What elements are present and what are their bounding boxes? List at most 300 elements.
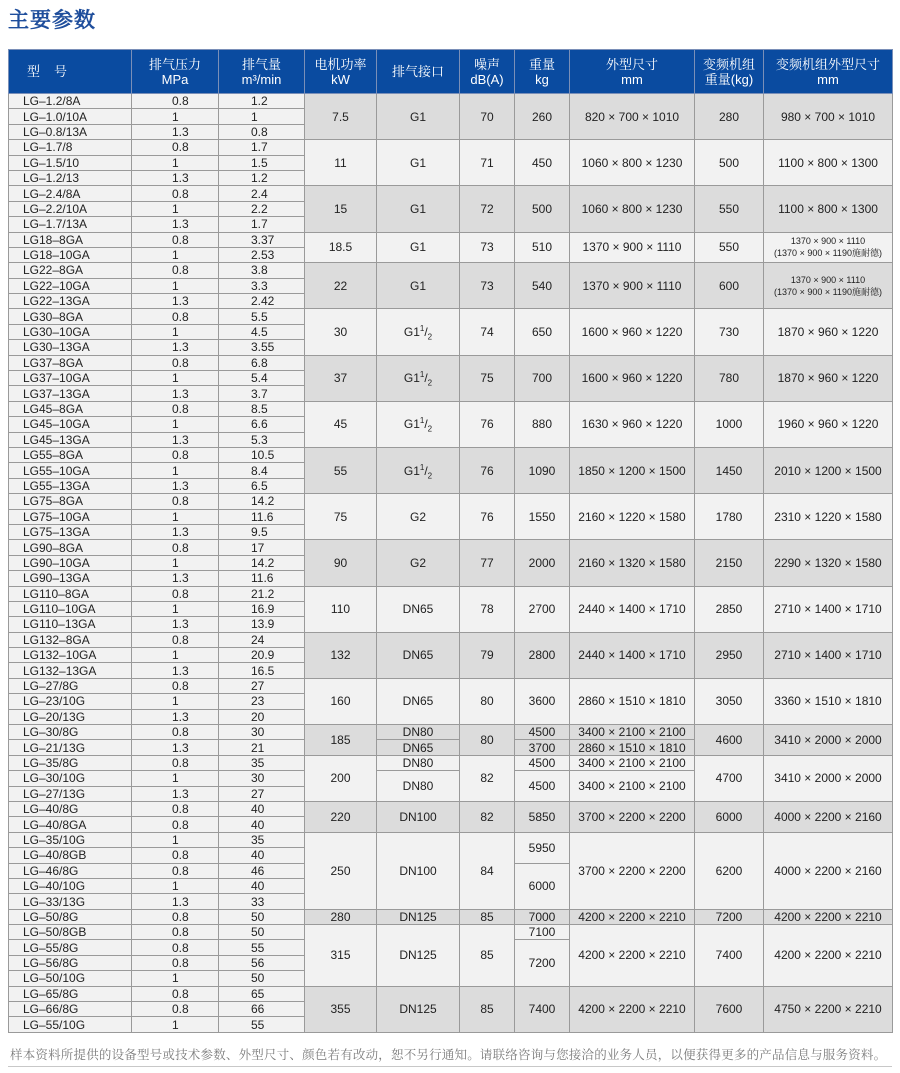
outlet-cell: DN65 bbox=[377, 632, 460, 678]
weight-cell: 7400 bbox=[515, 986, 570, 1032]
vfd-weight-cell: 4700 bbox=[695, 755, 764, 801]
dims-cell: 3400 × 2100 × 2100 bbox=[570, 755, 695, 770]
flow-cell: 1.5 bbox=[219, 155, 305, 170]
pressure-cell: 0.8 bbox=[132, 632, 219, 647]
model-cell: LG–21/13G bbox=[9, 740, 132, 755]
flow-cell: 50 bbox=[219, 971, 305, 986]
outlet-cell: G1 bbox=[377, 263, 460, 309]
power-cell: 15 bbox=[305, 186, 377, 232]
outlet-cell: DN80 bbox=[377, 725, 460, 740]
flow-cell: 2.2 bbox=[219, 201, 305, 216]
flow-cell: 0.8 bbox=[219, 124, 305, 139]
vfd-weight-cell: 730 bbox=[695, 309, 764, 355]
dims-cell: 4200 × 2200 × 2210 bbox=[570, 909, 695, 924]
power-cell: 7.5 bbox=[305, 94, 377, 140]
flow-cell: 5.4 bbox=[219, 371, 305, 386]
model-cell: LG–33/13G bbox=[9, 894, 132, 909]
flow-cell: 9.5 bbox=[219, 524, 305, 539]
model-cell: LG22–10GA bbox=[9, 278, 132, 293]
table-row bbox=[9, 232, 893, 247]
model-cell: LG–27/8G bbox=[9, 678, 132, 693]
model-cell: LG37–10GA bbox=[9, 371, 132, 386]
table-row bbox=[9, 263, 893, 278]
vfd-weight-cell: 1450 bbox=[695, 447, 764, 493]
dims-cell: 1600 × 960 × 1220 bbox=[570, 355, 695, 401]
weight-cell: 260 bbox=[515, 94, 570, 140]
flow-cell: 8.5 bbox=[219, 401, 305, 416]
model-cell: LG55–10GA bbox=[9, 463, 132, 478]
model-cell: LG90–13GA bbox=[9, 571, 132, 586]
model-cell: LG18–10GA bbox=[9, 247, 132, 262]
outlet-cell: G1 bbox=[377, 94, 460, 140]
pressure-cell: 0.8 bbox=[132, 801, 219, 816]
pressure-cell: 1.3 bbox=[132, 386, 219, 401]
table-row bbox=[9, 447, 893, 462]
spec-table-body bbox=[9, 94, 893, 1033]
flow-cell: 56 bbox=[219, 955, 305, 970]
power-cell: 22 bbox=[305, 263, 377, 309]
pressure-cell: 0.8 bbox=[132, 678, 219, 693]
model-cell: LG–1.5/10 bbox=[9, 155, 132, 170]
vfd-weight-cell: 4600 bbox=[695, 725, 764, 756]
dims-cell: 1630 × 960 × 1220 bbox=[570, 401, 695, 447]
pressure-cell: 1.3 bbox=[132, 663, 219, 678]
model-cell: LG18–8GA bbox=[9, 232, 132, 247]
vfd-dims-cell: 2010 × 1200 × 1500 bbox=[764, 447, 893, 493]
pressure-cell: 1.3 bbox=[132, 571, 219, 586]
flow-cell: 27 bbox=[219, 786, 305, 801]
vfd-dims-cell: 4000 × 2200 × 2160 bbox=[764, 832, 893, 909]
weight-cell: 7000 bbox=[515, 909, 570, 924]
noise-cell: 70 bbox=[460, 94, 515, 140]
pressure-cell: 0.8 bbox=[132, 863, 219, 878]
model-cell: LG–20/13G bbox=[9, 709, 132, 724]
flow-cell: 35 bbox=[219, 832, 305, 847]
model-cell: LG–55/8G bbox=[9, 940, 132, 955]
pressure-cell: 1.3 bbox=[132, 709, 219, 724]
vfd-dims-cell bbox=[764, 232, 893, 263]
noise-cell: 73 bbox=[460, 263, 515, 309]
table-row bbox=[9, 909, 893, 924]
flow-cell: 1.2 bbox=[219, 94, 305, 109]
noise-cell: 76 bbox=[460, 494, 515, 540]
noise-cell: 85 bbox=[460, 909, 515, 924]
model-cell: LG–46/8G bbox=[9, 863, 132, 878]
weight-cell: 650 bbox=[515, 309, 570, 355]
pressure-cell: 1.3 bbox=[132, 217, 219, 232]
model-cell: LG55–8GA bbox=[9, 447, 132, 462]
col-flow: 排气量 m³/min bbox=[219, 50, 305, 94]
power-cell: 315 bbox=[305, 925, 377, 987]
vfd-weight-cell: 1780 bbox=[695, 494, 764, 540]
table-row bbox=[9, 94, 893, 109]
flow-cell: 17 bbox=[219, 540, 305, 555]
col-vfd-dims: 变频机组外型尺寸 mm bbox=[764, 50, 893, 94]
vfd-weight-cell: 500 bbox=[695, 140, 764, 186]
vfd-dims-value: 1370 × 900 × 1110 bbox=[790, 236, 866, 247]
flow-cell: 2.42 bbox=[219, 294, 305, 309]
outlet-cell: DN100 bbox=[377, 801, 460, 832]
outlet-cell: G2 bbox=[377, 494, 460, 540]
power-cell: 30 bbox=[305, 309, 377, 355]
dims-cell: 2160 × 1220 × 1580 bbox=[570, 494, 695, 540]
table-row bbox=[9, 540, 893, 555]
header-row bbox=[9, 50, 893, 94]
pressure-cell: 0.8 bbox=[132, 586, 219, 601]
model-cell: LG75–13GA bbox=[9, 524, 132, 539]
pressure-cell: 1 bbox=[132, 555, 219, 570]
flow-cell: 55 bbox=[219, 940, 305, 955]
pressure-cell: 1 bbox=[132, 509, 219, 524]
spec-table bbox=[8, 49, 893, 1033]
table-row bbox=[9, 632, 893, 647]
dims-cell: 2440 × 1400 × 1710 bbox=[570, 586, 695, 632]
dims-cell: 2860 × 1510 × 1810 bbox=[570, 678, 695, 724]
vfd-weight-cell: 600 bbox=[695, 263, 764, 309]
noise-cell: 84 bbox=[460, 832, 515, 909]
model-cell: LG110–10GA bbox=[9, 601, 132, 616]
model-cell: LG–40/8GA bbox=[9, 817, 132, 832]
power-cell: 280 bbox=[305, 909, 377, 924]
flow-cell: 20 bbox=[219, 709, 305, 724]
noise-cell: 85 bbox=[460, 986, 515, 1032]
model-cell: LG–56/8G bbox=[9, 955, 132, 970]
outlet-cell: G1 bbox=[377, 186, 460, 232]
vfd-dims-cell: 2710 × 1400 × 1710 bbox=[764, 632, 893, 678]
footer-disclaimer: 样本资料所提供的设备型号或技术参数、外型尺寸、颜色若有改动，恕不另行通知。请联络咨询与您接洽的业务人员，以便获得更多的产品信息与服务资料。 bbox=[10, 1047, 887, 1062]
vfd-dims-cell: 2710 × 1400 × 1710 bbox=[764, 586, 893, 632]
pressure-cell: 1.3 bbox=[132, 786, 219, 801]
pressure-cell: 0.8 bbox=[132, 140, 219, 155]
noise-cell: 80 bbox=[460, 725, 515, 756]
pressure-cell: 1.3 bbox=[132, 478, 219, 493]
vfd-dims-cell: 4750 × 2200 × 2210 bbox=[764, 986, 893, 1032]
pressure-cell: 0.8 bbox=[132, 955, 219, 970]
model-cell: LG37–13GA bbox=[9, 386, 132, 401]
model-cell: LG–40/10G bbox=[9, 878, 132, 893]
vfd-weight-cell: 7400 bbox=[695, 925, 764, 987]
pressure-cell: 1 bbox=[132, 371, 219, 386]
vfd-weight-cell: 2850 bbox=[695, 586, 764, 632]
model-cell: LG–50/8GB bbox=[9, 925, 132, 940]
noise-cell: 73 bbox=[460, 232, 515, 263]
dims-cell: 2440 × 1400 × 1710 bbox=[570, 632, 695, 678]
table-row bbox=[9, 355, 893, 370]
model-cell: LG30–8GA bbox=[9, 309, 132, 324]
outlet-cell: $G1^1/_2$ bbox=[377, 401, 460, 447]
pressure-cell: 0.8 bbox=[132, 817, 219, 832]
flow-cell: 50 bbox=[219, 925, 305, 940]
pressure-cell: 1 bbox=[132, 648, 219, 663]
power-cell: 250 bbox=[305, 832, 377, 909]
power-cell: 11 bbox=[305, 140, 377, 186]
model-cell: LG–2.2/10A bbox=[9, 201, 132, 216]
col-noise: 噪声 dB(A) bbox=[460, 50, 515, 94]
weight-cell: 880 bbox=[515, 401, 570, 447]
vfd-weight-cell: 1000 bbox=[695, 401, 764, 447]
noise-cell: 82 bbox=[460, 755, 515, 801]
noise-cell: 76 bbox=[460, 401, 515, 447]
flow-cell: 14.2 bbox=[219, 494, 305, 509]
model-cell: LG110–13GA bbox=[9, 617, 132, 632]
pressure-cell: 1 bbox=[132, 109, 219, 124]
table-row bbox=[9, 925, 893, 940]
table-row bbox=[9, 725, 893, 740]
flow-cell: 65 bbox=[219, 986, 305, 1001]
flow-cell: 1 bbox=[219, 109, 305, 124]
pressure-cell: 1 bbox=[132, 278, 219, 293]
vfd-weight-cell: 7200 bbox=[695, 909, 764, 924]
vfd-dims-value: 1370 × 900 × 1110 bbox=[790, 274, 866, 285]
outlet-cell: DN80 bbox=[377, 771, 460, 802]
noise-cell: 75 bbox=[460, 355, 515, 401]
model-cell: LG–2.4/8A bbox=[9, 186, 132, 201]
pressure-cell: 0.8 bbox=[132, 540, 219, 555]
model-cell: LG–55/10G bbox=[9, 1017, 132, 1032]
noise-cell: 79 bbox=[460, 632, 515, 678]
col-power: 电机功率 kW bbox=[305, 50, 377, 94]
vfd-dims-cell: 1100 × 800 × 1300 bbox=[764, 186, 893, 232]
vfd-dims-cell: 1960 × 960 × 1220 bbox=[764, 401, 893, 447]
vfd-dims-cell: 3360 × 1510 × 1810 bbox=[764, 678, 893, 724]
model-cell: LG132–13GA bbox=[9, 663, 132, 678]
col-model: 型号 bbox=[9, 50, 132, 94]
noise-cell: 72 bbox=[460, 186, 515, 232]
flow-cell: 11.6 bbox=[219, 509, 305, 524]
vfd-dims-cell: 1100 × 800 × 1300 bbox=[764, 140, 893, 186]
power-cell: 185 bbox=[305, 725, 377, 756]
table-row bbox=[9, 140, 893, 155]
weight-cell: 3700 bbox=[515, 740, 570, 755]
flow-cell: 4.5 bbox=[219, 324, 305, 339]
model-cell: LG132–8GA bbox=[9, 632, 132, 647]
dims-cell: 4200 × 2200 × 2210 bbox=[570, 925, 695, 987]
pressure-cell: 1 bbox=[132, 201, 219, 216]
vfd-weight-cell: 6200 bbox=[695, 832, 764, 909]
flow-cell: 2.4 bbox=[219, 186, 305, 201]
vfd-dims-note: (1370 × 900 × 1190施耐德) bbox=[774, 248, 882, 259]
model-cell: LG30–10GA bbox=[9, 324, 132, 339]
pressure-cell: 0.8 bbox=[132, 355, 219, 370]
flow-cell: 6.5 bbox=[219, 478, 305, 493]
vfd-weight-cell: 550 bbox=[695, 186, 764, 232]
flow-cell: 33 bbox=[219, 894, 305, 909]
weight-cell: 2800 bbox=[515, 632, 570, 678]
flow-cell: 27 bbox=[219, 678, 305, 693]
col-vfd-weight: 变频机组 重量(kg) bbox=[695, 50, 764, 94]
noise-cell: 71 bbox=[460, 140, 515, 186]
table-row bbox=[9, 986, 893, 1001]
pressure-cell: 0.8 bbox=[132, 263, 219, 278]
pressure-cell: 1 bbox=[132, 601, 219, 616]
vfd-dims-cell: 3410 × 2000 × 2000 bbox=[764, 755, 893, 801]
pressure-cell: 0.8 bbox=[132, 986, 219, 1001]
flow-cell: 13.9 bbox=[219, 617, 305, 632]
flow-cell: 14.2 bbox=[219, 555, 305, 570]
pressure-cell: 1.3 bbox=[132, 340, 219, 355]
flow-cell: 40 bbox=[219, 848, 305, 863]
flow-cell: 3.8 bbox=[219, 263, 305, 278]
flow-cell: 35 bbox=[219, 755, 305, 770]
table-row bbox=[9, 832, 893, 847]
pressure-cell: 0.8 bbox=[132, 94, 219, 109]
flow-cell: 30 bbox=[219, 771, 305, 786]
vfd-dims-cell bbox=[764, 263, 893, 309]
power-cell: 45 bbox=[305, 401, 377, 447]
dims-cell: 3700 × 2200 × 2200 bbox=[570, 801, 695, 832]
noise-cell: 76 bbox=[460, 447, 515, 493]
model-cell: LG110–8GA bbox=[9, 586, 132, 601]
pressure-cell: 0.8 bbox=[132, 494, 219, 509]
outlet-cell: DN65 bbox=[377, 586, 460, 632]
vfd-weight-cell: 780 bbox=[695, 355, 764, 401]
vfd-weight-cell: 2950 bbox=[695, 632, 764, 678]
dims-cell: 2160 × 1320 × 1580 bbox=[570, 540, 695, 586]
vfd-dims-cell: 2290 × 1320 × 1580 bbox=[764, 540, 893, 586]
weight-cell: 540 bbox=[515, 263, 570, 309]
model-cell: LG132–10GA bbox=[9, 648, 132, 663]
model-cell: LG–1.7/13A bbox=[9, 217, 132, 232]
weight-cell: 500 bbox=[515, 186, 570, 232]
outlet-cell: DN125 bbox=[377, 986, 460, 1032]
vfd-dims-cell: 3410 × 2000 × 2000 bbox=[764, 725, 893, 756]
vfd-dims-cell: 1870 × 960 × 1220 bbox=[764, 309, 893, 355]
flow-cell: 1.2 bbox=[219, 170, 305, 185]
pressure-cell: 1 bbox=[132, 878, 219, 893]
model-cell: LG–30/8G bbox=[9, 725, 132, 740]
outlet-cell: $G1^1/_2$ bbox=[377, 447, 460, 493]
noise-cell: 74 bbox=[460, 309, 515, 355]
vfd-dims-note: (1370 × 900 × 1190施耐德) bbox=[774, 286, 882, 297]
pressure-cell: 1.3 bbox=[132, 124, 219, 139]
outlet-cell: DN80 bbox=[377, 755, 460, 770]
weight-cell: 2000 bbox=[515, 540, 570, 586]
vfd-weight-cell: 7600 bbox=[695, 986, 764, 1032]
model-cell: LG22–8GA bbox=[9, 263, 132, 278]
vfd-weight-cell: 2150 bbox=[695, 540, 764, 586]
flow-cell: 40 bbox=[219, 817, 305, 832]
dims-cell: 2860 × 1510 × 1810 bbox=[570, 740, 695, 755]
flow-cell: 1.7 bbox=[219, 217, 305, 232]
model-cell: LG–23/10G bbox=[9, 694, 132, 709]
flow-cell: 3.7 bbox=[219, 386, 305, 401]
pressure-cell: 1 bbox=[132, 324, 219, 339]
weight-cell: 7100 bbox=[515, 925, 570, 940]
weight-cell: 4500 bbox=[515, 725, 570, 740]
flow-cell: 16.5 bbox=[219, 663, 305, 678]
outlet-cell: DN100 bbox=[377, 832, 460, 909]
pressure-cell: 1 bbox=[132, 247, 219, 262]
weight-cell: 7200 bbox=[515, 940, 570, 986]
dims-cell: 4200 × 2200 × 2210 bbox=[570, 986, 695, 1032]
pressure-cell: 0.8 bbox=[132, 725, 219, 740]
pressure-cell: 0.8 bbox=[132, 925, 219, 940]
pressure-cell: 0.8 bbox=[132, 186, 219, 201]
weight-cell: 3600 bbox=[515, 678, 570, 724]
flow-cell: 66 bbox=[219, 1002, 305, 1017]
pressure-cell: 1 bbox=[132, 1017, 219, 1032]
flow-cell: 1.7 bbox=[219, 140, 305, 155]
model-cell: LG–65/8G bbox=[9, 986, 132, 1001]
pressure-cell: 0.8 bbox=[132, 940, 219, 955]
power-cell: 18.5 bbox=[305, 232, 377, 263]
pressure-cell: 1 bbox=[132, 832, 219, 847]
outlet-cell: G2 bbox=[377, 540, 460, 586]
col-weight: 重量 kg bbox=[515, 50, 570, 94]
model-cell: LG22–13GA bbox=[9, 294, 132, 309]
pressure-cell: 1.3 bbox=[132, 432, 219, 447]
flow-cell: 10.5 bbox=[219, 447, 305, 462]
pressure-cell: 0.8 bbox=[132, 755, 219, 770]
vfd-weight-cell: 280 bbox=[695, 94, 764, 140]
dims-cell: 3400 × 2100 × 2100 bbox=[570, 771, 695, 802]
model-cell: LG75–10GA bbox=[9, 509, 132, 524]
outlet-cell: DN65 bbox=[377, 740, 460, 755]
outlet-cell: DN125 bbox=[377, 909, 460, 924]
dims-cell: 1370 × 900 × 1110 bbox=[570, 263, 695, 309]
noise-cell: 77 bbox=[460, 540, 515, 586]
table-row bbox=[9, 678, 893, 693]
model-cell: LG–40/8GB bbox=[9, 848, 132, 863]
flow-cell: 3.37 bbox=[219, 232, 305, 247]
model-cell: LG55–13GA bbox=[9, 478, 132, 493]
model-cell: LG45–13GA bbox=[9, 432, 132, 447]
model-cell: LG37–8GA bbox=[9, 355, 132, 370]
weight-cell: 4500 bbox=[515, 755, 570, 770]
pressure-cell: 0.8 bbox=[132, 447, 219, 462]
vfd-dims-cell: 980 × 700 × 1010 bbox=[764, 94, 893, 140]
noise-cell: 80 bbox=[460, 678, 515, 724]
flow-cell: 5.3 bbox=[219, 432, 305, 447]
flow-cell: 21 bbox=[219, 740, 305, 755]
weight-cell: 5950 bbox=[515, 832, 570, 863]
flow-cell: 6.6 bbox=[219, 417, 305, 432]
table-row bbox=[9, 494, 893, 509]
flow-cell: 40 bbox=[219, 878, 305, 893]
power-cell: 355 bbox=[305, 986, 377, 1032]
outlet-cell: DN125 bbox=[377, 925, 460, 987]
flow-cell: 21.2 bbox=[219, 586, 305, 601]
model-cell: LG45–10GA bbox=[9, 417, 132, 432]
dims-cell: 1600 × 960 × 1220 bbox=[570, 309, 695, 355]
pressure-cell: 1 bbox=[132, 694, 219, 709]
power-cell: 55 bbox=[305, 447, 377, 493]
model-cell: LG–66/8G bbox=[9, 1002, 132, 1017]
vfd-dims-cell: 4200 × 2200 × 2210 bbox=[764, 925, 893, 987]
vfd-weight-cell: 550 bbox=[695, 232, 764, 263]
power-cell: 160 bbox=[305, 678, 377, 724]
model-cell: LG–27/13G bbox=[9, 786, 132, 801]
pressure-cell: 0.8 bbox=[132, 848, 219, 863]
pressure-cell: 1.3 bbox=[132, 170, 219, 185]
weight-cell: 450 bbox=[515, 140, 570, 186]
flow-cell: 5.5 bbox=[219, 309, 305, 324]
power-cell: 37 bbox=[305, 355, 377, 401]
pressure-cell: 1 bbox=[132, 971, 219, 986]
model-cell: LG–50/10G bbox=[9, 971, 132, 986]
dims-cell: 3700 × 2200 × 2200 bbox=[570, 832, 695, 909]
pressure-cell: 1.3 bbox=[132, 894, 219, 909]
model-cell: LG–1.0/10A bbox=[9, 109, 132, 124]
flow-cell: 11.6 bbox=[219, 571, 305, 586]
weight-cell: 510 bbox=[515, 232, 570, 263]
weight-cell: 6000 bbox=[515, 863, 570, 909]
col-outlet: 排气接口 bbox=[377, 50, 460, 94]
table-row bbox=[9, 401, 893, 416]
model-cell: LG90–8GA bbox=[9, 540, 132, 555]
pressure-cell: 0.8 bbox=[132, 232, 219, 247]
outlet-cell: DN65 bbox=[377, 678, 460, 724]
